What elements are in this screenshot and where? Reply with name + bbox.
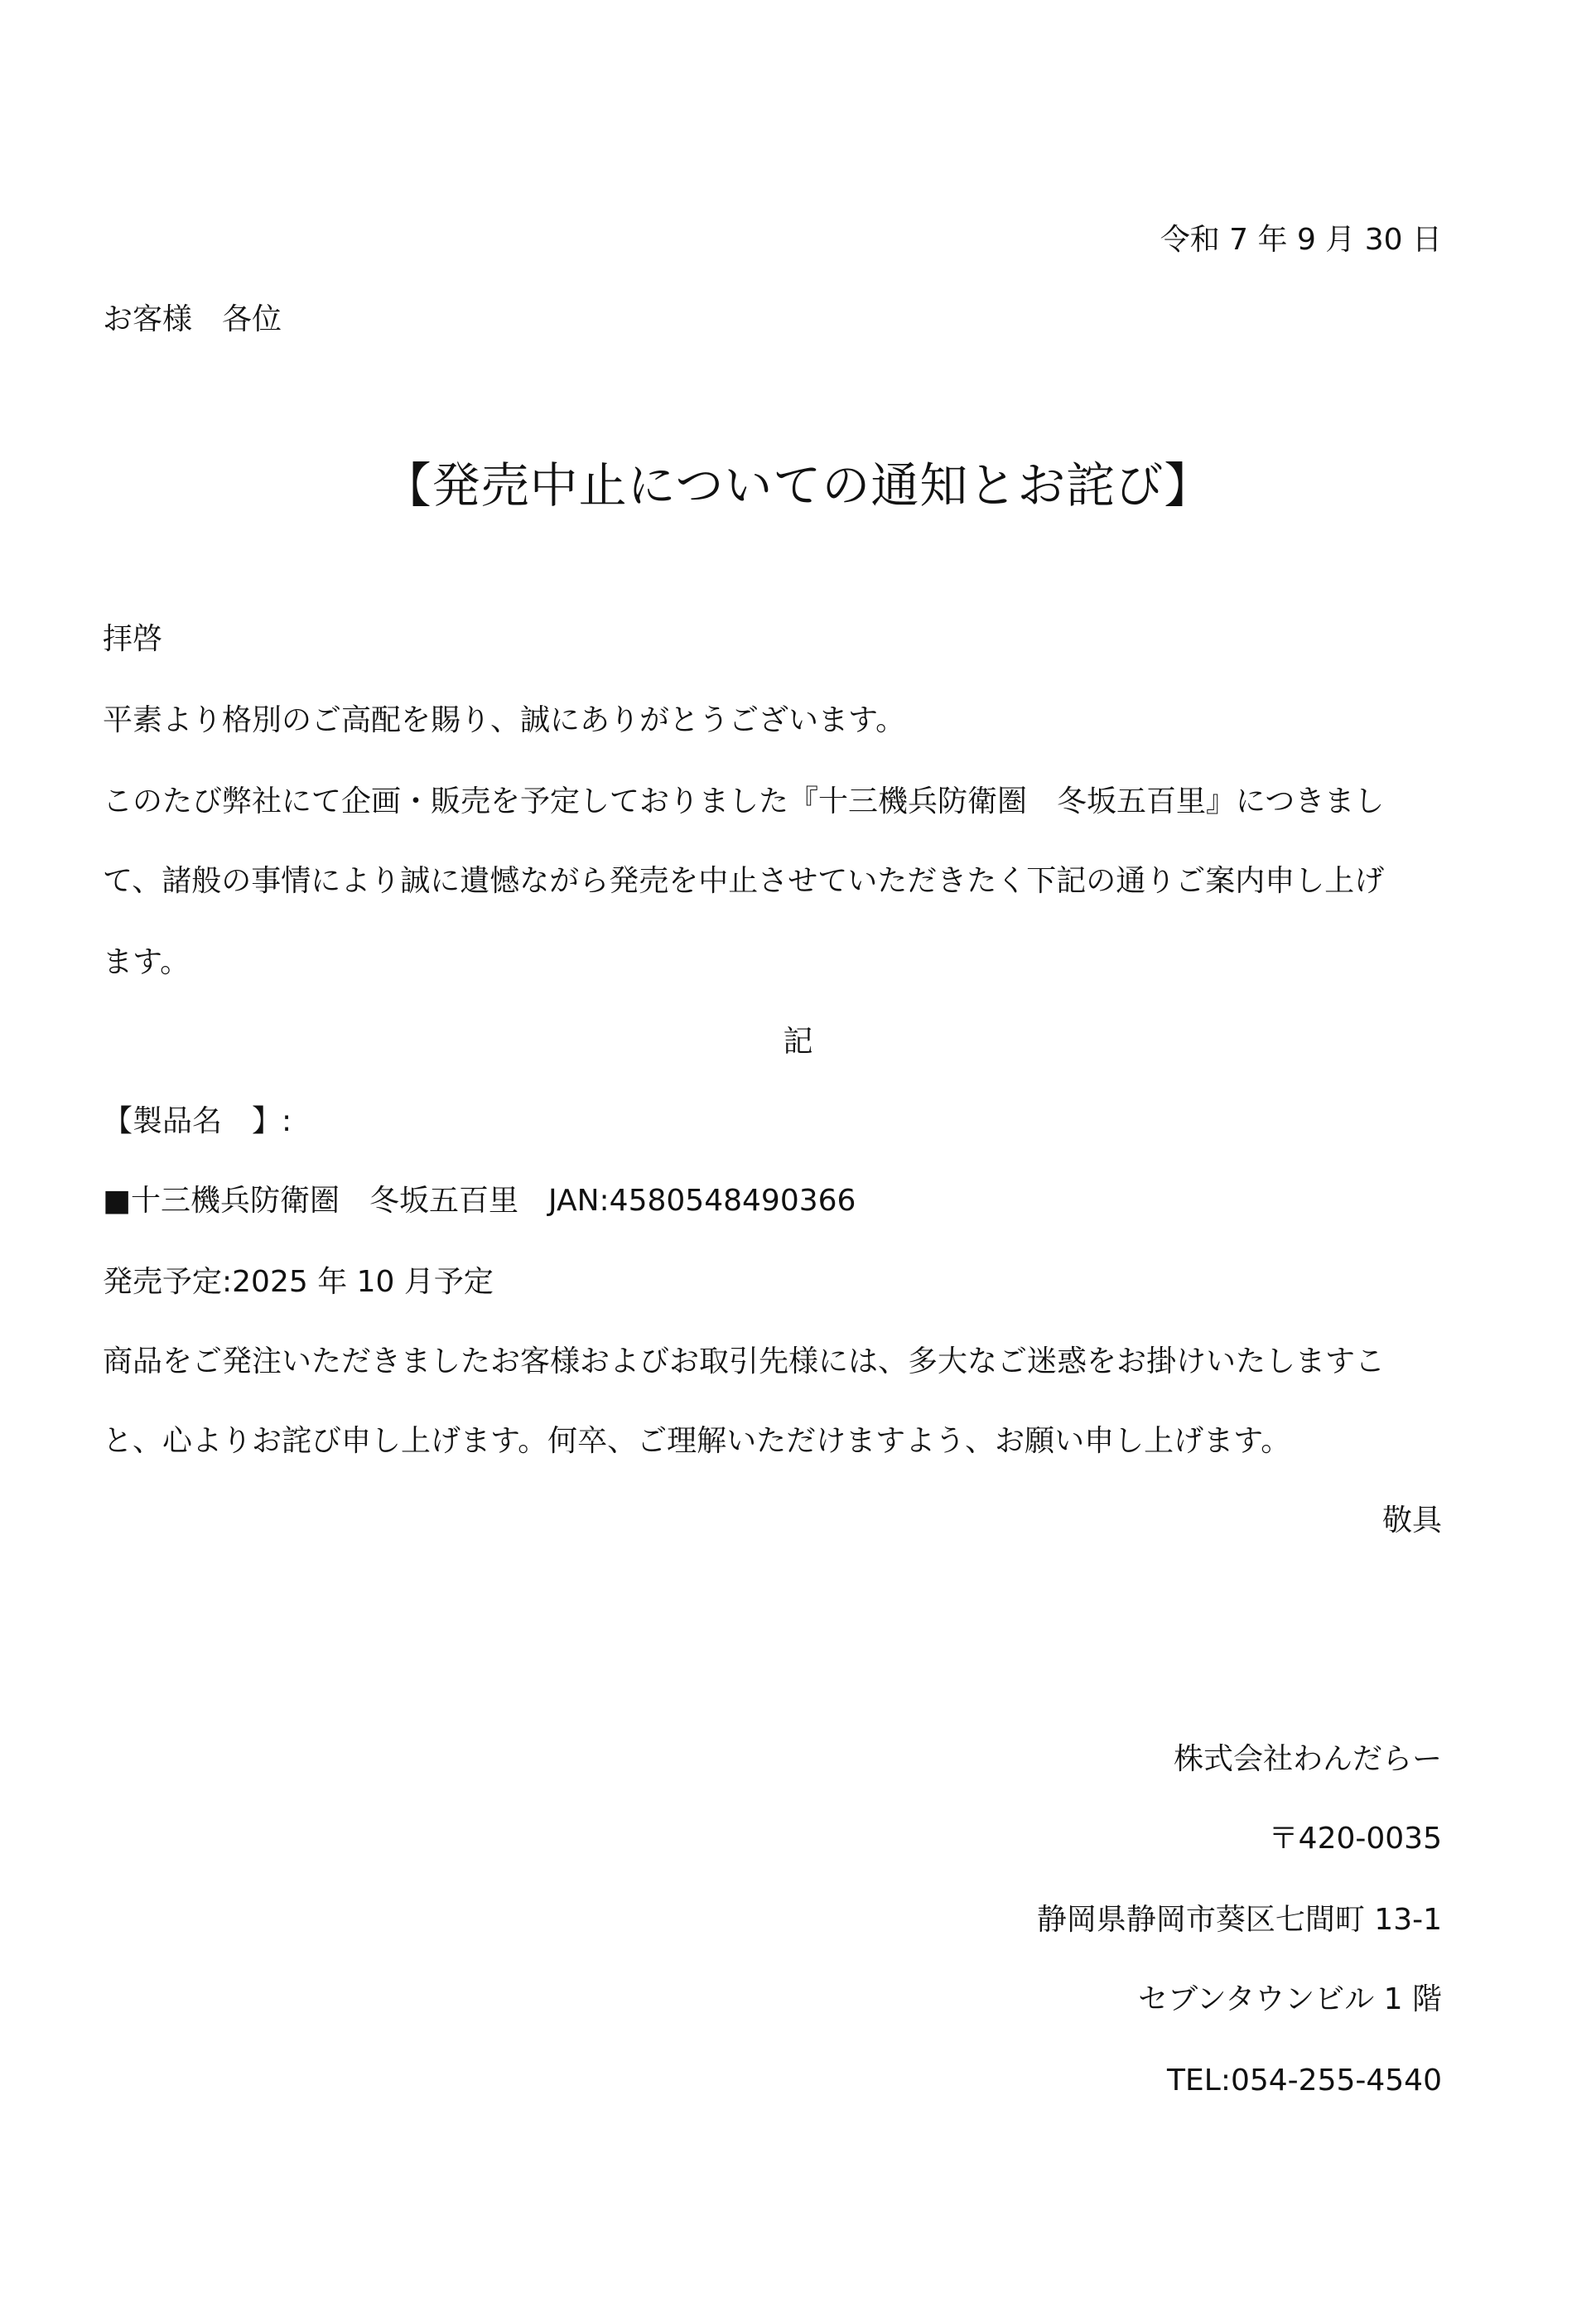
body-paragraph-1: 平素より格別のご高配を賜り、誠にありがとうございます。	[103, 703, 906, 737]
notice-title: 【発売中止についての通知とお詫び】	[383, 457, 1213, 514]
body-paragraph-2-line-1: このたび弊社にて企画・販売を予定しておりました『十三機兵防衛圏 冬坂五百里』につきまし	[103, 784, 1385, 818]
product-item: ■十三機兵防衛圏 冬坂五百里 JAN:4580548490366	[103, 1184, 856, 1218]
recipient: お客様 各位	[103, 302, 282, 336]
body-paragraph-2-line-3: ます。	[103, 945, 190, 979]
release-schedule: 発売予定:2025 年 10 月予定	[103, 1265, 494, 1299]
product-label: 【製品名 】:	[103, 1104, 292, 1138]
company-telephone: TEL:054-255-4540	[1167, 2064, 1442, 2098]
apology-line-2: と、心よりお詫び申し上げます。何卒、ご理解いただけますよう、お願い申し上げます。	[103, 1424, 1291, 1458]
company-building: セブンタウンビル 1 階	[1138, 1982, 1442, 2016]
ki-heading: 記	[783, 1025, 813, 1059]
document-date: 令和 7 年 9 月 30 日	[1160, 223, 1442, 257]
closing-remark: 敬具	[1381, 1504, 1442, 1538]
company-postal-code: 〒420-0035	[1268, 1822, 1442, 1856]
body-paragraph-2-line-2: て、諸般の事情により誠に遺憾ながら発売を中止させていただきたく下記の通りご案内申し上げ	[103, 864, 1385, 898]
company-address: 静岡県静岡市葵区七間町 13-1	[1036, 1903, 1442, 1937]
opening-greeting: 拝啓	[103, 622, 163, 656]
company-name: 株式会社わんだらー	[1173, 1742, 1442, 1776]
apology-line-1: 商品をご発注いただきましたお客様およびお取引先様には、多大なご迷惑をお掛けいたしますこ	[103, 1344, 1386, 1378]
